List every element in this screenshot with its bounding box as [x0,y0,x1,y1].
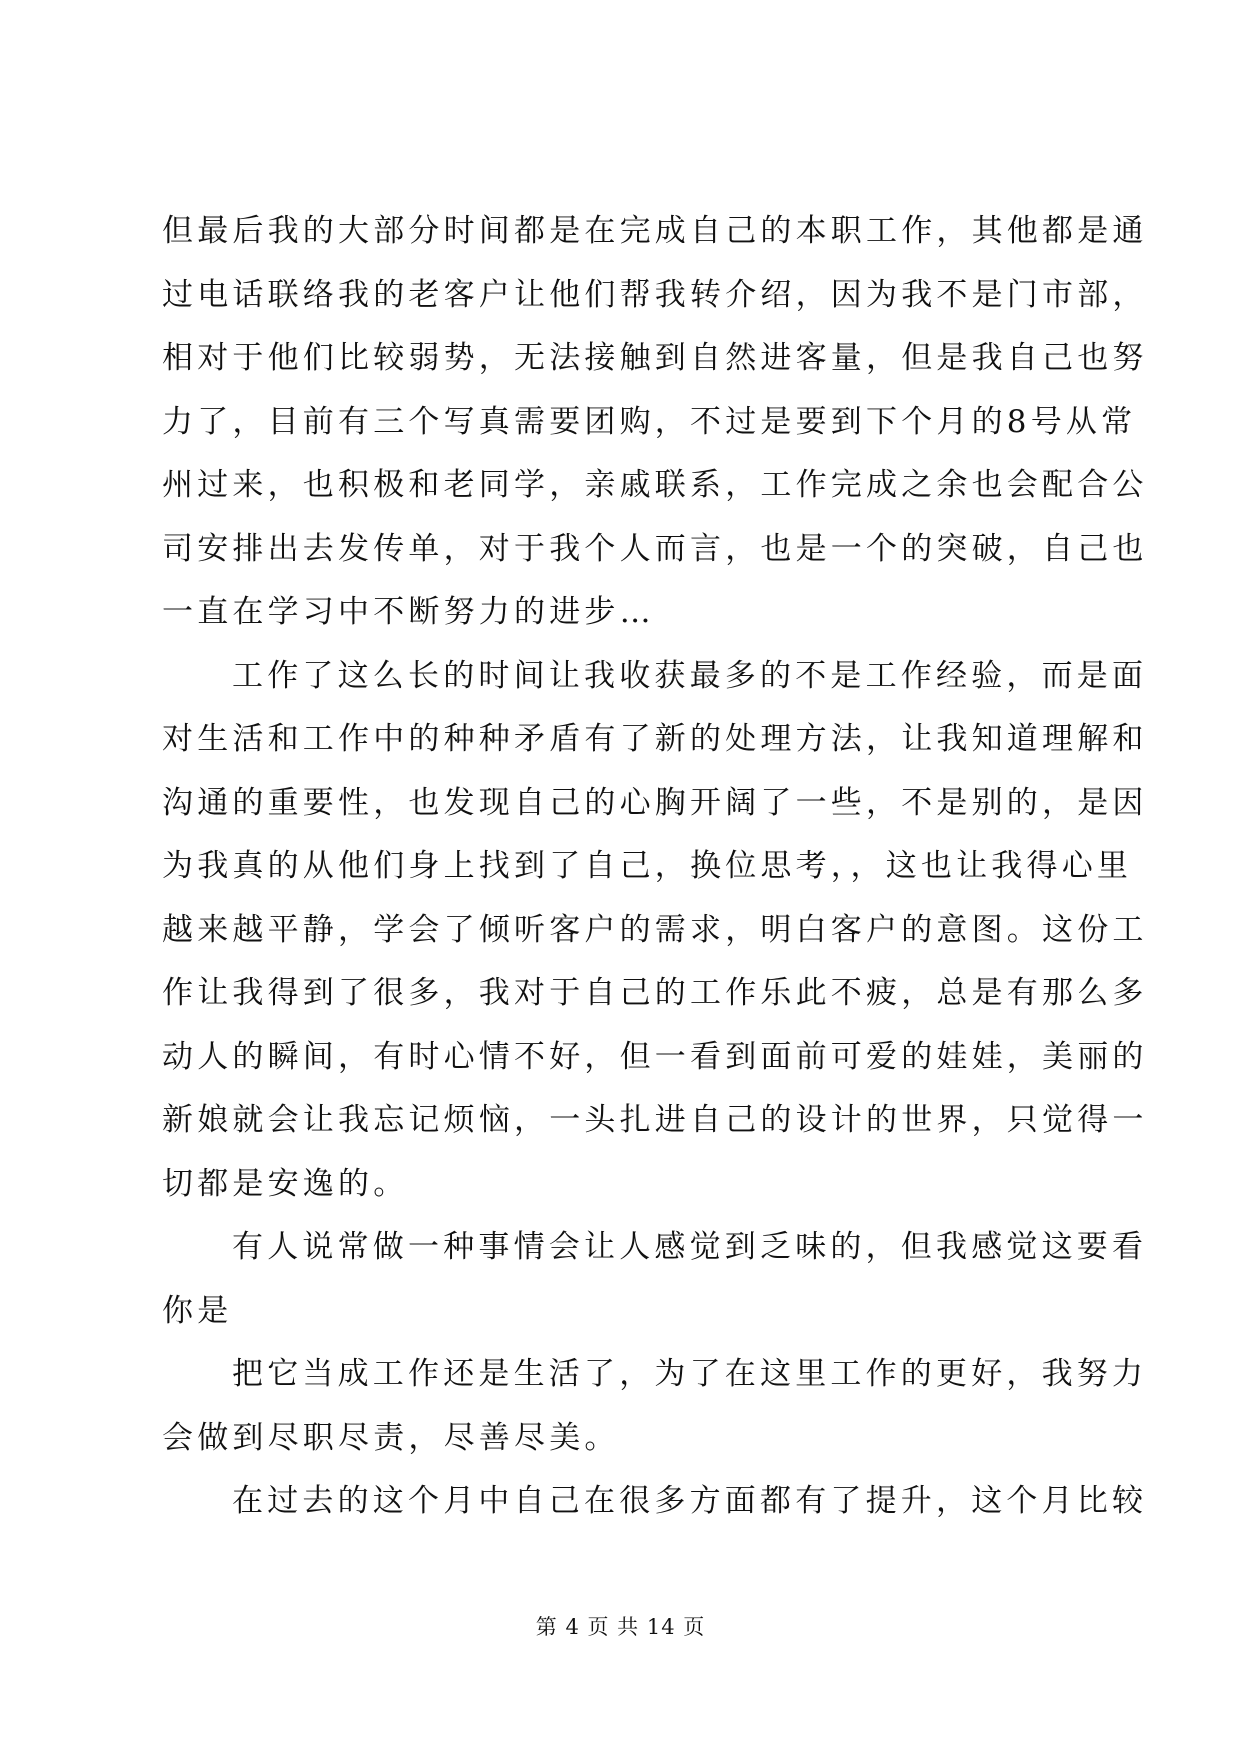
text-line: 工作了这么长的时间让我收获最多的不是工作经验，而是面 [232,657,1148,694]
text-line: 对生活和工作中的种种矛盾有了新的处理方法，让我知道理解和 [162,721,1148,757]
text-line: 把它当成工作还是生活了，为了在这里工作的更好，我努力 [232,1356,1148,1392]
text-line: 一直在学习中不断努力的进步… [162,594,655,630]
text-line: 动人的瞬间，有时心情不好，但一看到面前可爱的娃娃，美丽的 [162,1038,1148,1075]
text-line: 越来越平静，学会了倾听客户的需求，明白客户的意图。这份工 [162,911,1148,948]
text-line: 相对于他们比较弱势，无法接触到自然进客量，但是我自己也努 [162,340,1148,376]
text-line: 有人说常做一种事情会让人感觉到乏味的，但我感觉这要看 [232,1229,1148,1265]
text-line: 在过去的这个月中自己在很多方面都有了提升，这个月比较 [232,1483,1148,1519]
text-line: 为我真的从他们身上找到了自己，换位思考，，这也让我得心里 [162,848,1133,884]
body-text [162,200,1148,1534]
text-line: 切都是安逸的。 [162,1165,409,1202]
text-line: 州过来，也积极和老同学，亲戚联系，工作完成之余也会配合公 [162,467,1148,503]
text-line: 新娘就会让我忘记烦恼，一头扎进自己的设计的世界，只觉得一 [162,1102,1148,1138]
page-footer: 第 4 页 共 14 页 [535,1615,706,1639]
text-line: 沟通的重要性，也发现自己的心胸开阔了一些，不是别的，是因 [162,784,1148,821]
text-line: 司安排出去发传单，对于我个人而言，也是一个的突破，自己也 [162,530,1148,567]
text-line: 过电话联络我的老客户让他们帮我转介绍，因为我不是门市部， [162,276,1148,313]
text-line: 但最后我的大部分时间都是在完成自己的本职工作，其他都是通 [162,213,1148,249]
text-line: 会做到尽职尽责，尽善尽美。 [162,1419,620,1456]
text-line: 你是 [162,1292,233,1329]
text-line: 力了，目前有三个写真需要团购，不过是要到下个月的8号从常 [162,403,1137,440]
text-line: 作让我得到了很多，我对于自己的工作乐此不疲，总是有那么多 [162,975,1148,1011]
